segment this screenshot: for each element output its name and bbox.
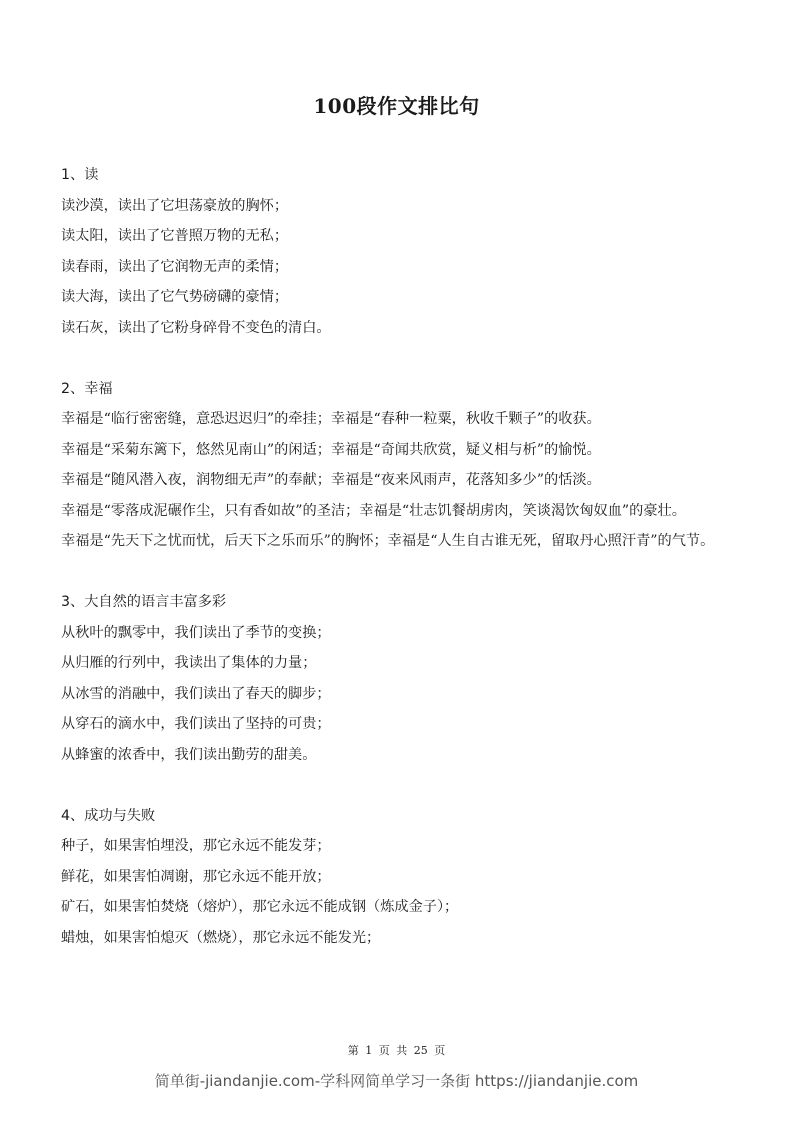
section-heading: 2、幸福 xyxy=(61,380,113,397)
text-line: 从穿石的滴水中，我们读出了坚持的可贵； xyxy=(61,716,331,732)
section-success-failure xyxy=(61,801,737,954)
text-line: 幸福是“采菊东篱下，悠然见南山”的闲适；幸福是“奇闻共欣赏，疑义相与析”的愉悦。 xyxy=(61,441,601,458)
document-title: 100段作文排比句 xyxy=(313,94,480,118)
text-line: 从冰雪的消融中，我们读出了春天的脚步； xyxy=(61,685,331,702)
text-line: 矿石，如果害怕焚烧（熔炉），那它永远不能成钢（炼成金子）； xyxy=(61,899,459,915)
section-happiness xyxy=(61,374,737,557)
section-nature-language xyxy=(61,587,737,770)
text-line: 幸福是“临行密密缝，意恐迟迟归”的牵挂；幸福是“春种一粒粟，秋收千颗子”的收获。 xyxy=(61,411,601,427)
text-line: 幸福是“随风潜入夜，润物细无声”的奉献；幸福是“夜来风雨声，花落知多少”的恬淡。 xyxy=(61,472,601,488)
text-line: 从归雁的行列中，我读出了集体的力量； xyxy=(61,655,317,671)
text-line: 鲜花，如果害怕凋谢，那它永远不能开放； xyxy=(61,868,331,885)
text-line: 从蜂蜜的浓香中，我们读出勤劳的甜美。 xyxy=(61,746,317,763)
text-line: 幸福是“先天下之忧而忧，后天下之乐而乐”的胸怀；幸福是“人生自古谁无死，留取丹心照汗青”的气节。 xyxy=(61,533,715,549)
text-line: 幸福是“零落成泥碾作尘，只有香如故”的圣洁；幸福是“壮志饥餐胡虏肉，笑谈渴饮匈奴血”的豪壮。 xyxy=(61,502,686,519)
page-number: 第 1 页 共 25 页 xyxy=(347,1044,446,1057)
section-heading: 4、成功与失败 xyxy=(61,807,156,824)
text-line: 种子，如果害怕埋没，那它永远不能发芽； xyxy=(61,838,331,854)
text-line: 读春雨，读出了它润物无声的柔情； xyxy=(61,258,289,275)
section-heading: 1、读 xyxy=(61,167,99,183)
section-heading: 3、大自然的语言丰富多彩 xyxy=(61,594,227,610)
text-line: 读石灰，读出了它粉身碎骨不变色的清白。 xyxy=(61,319,331,336)
text-line: 读大海，读出了它气势磅礴的豪情； xyxy=(61,289,289,305)
text-line: 读太阳，读出了它普照万物的无私； xyxy=(61,228,289,244)
text-line: 从秋叶的飘零中，我们读出了季节的变换； xyxy=(61,624,331,641)
text-line: 蜡烛，如果害怕熄灭（燃烧），那它永远不能发光； xyxy=(61,929,381,946)
section-reading xyxy=(61,160,737,343)
document-body xyxy=(61,160,737,984)
footer-watermark: 简单街-jiandanjie.com-学科网简单学习一条街 https://jiandanjie.com xyxy=(154,1072,639,1090)
text-line: 读沙漠，读出了它坦荡豪放的胸怀； xyxy=(61,197,289,214)
